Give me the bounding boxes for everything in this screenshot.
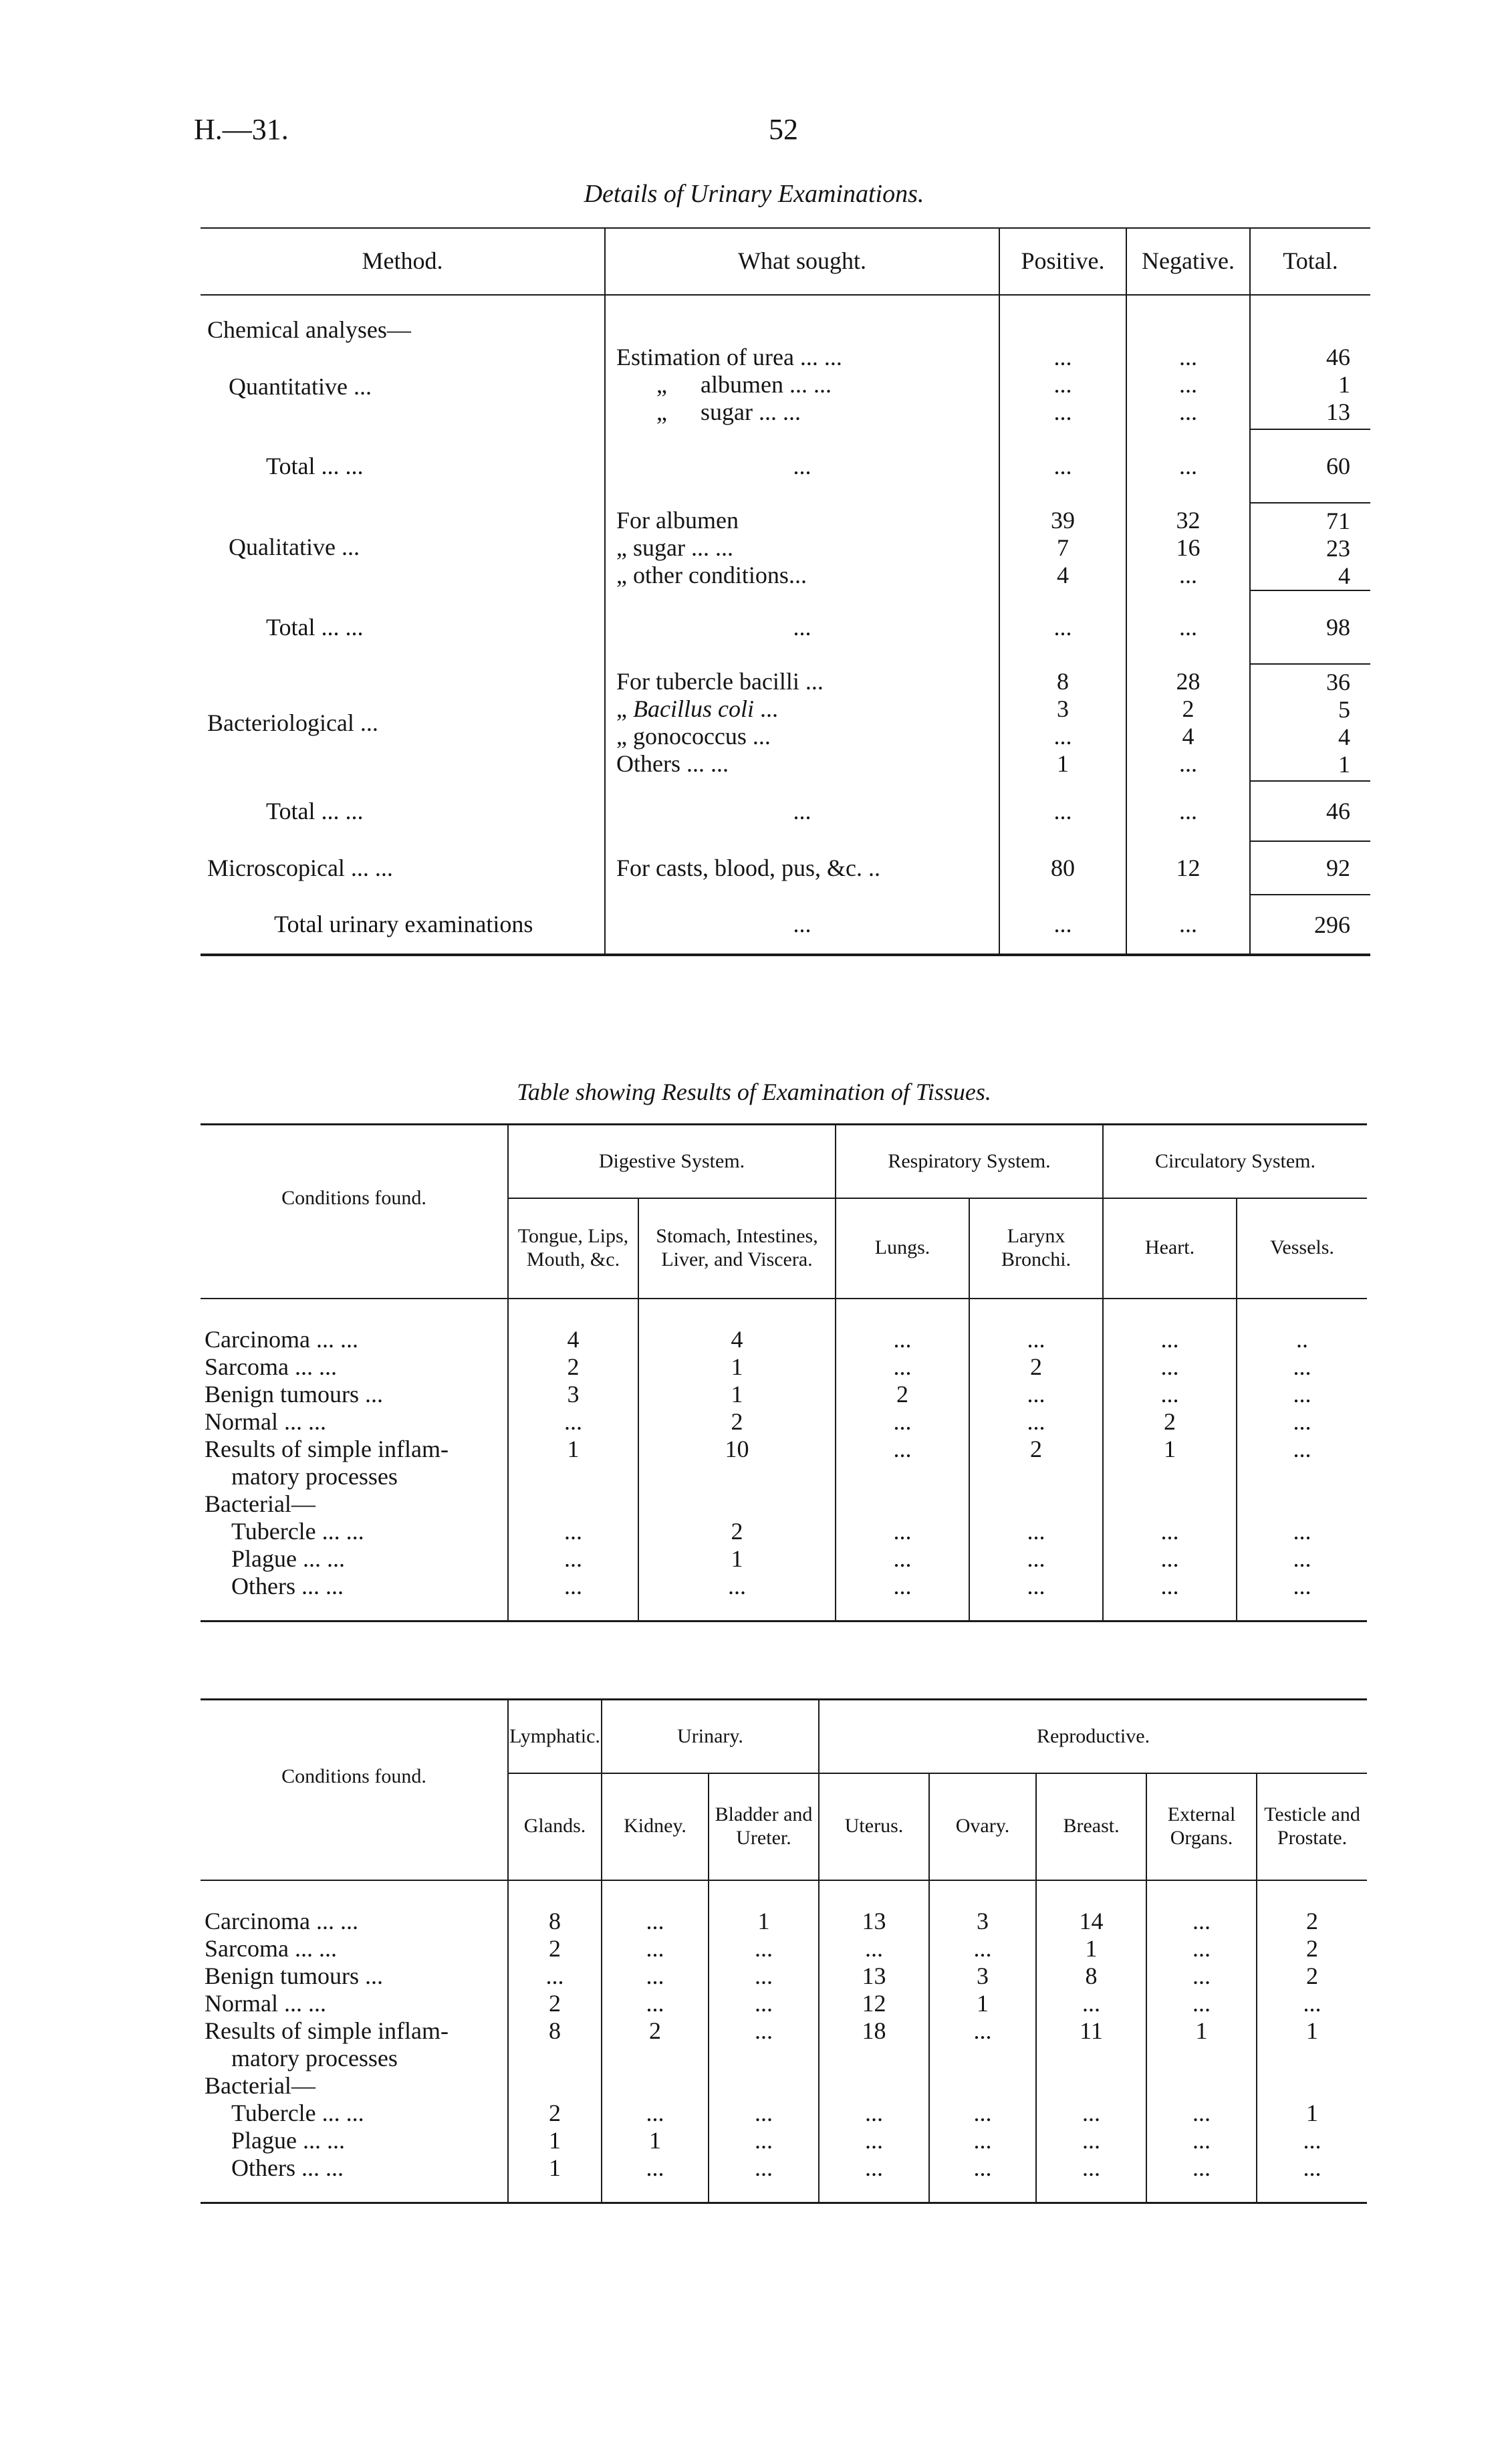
sought-urea: Estimation of urea ... ... <box>616 344 842 370</box>
sought-albumen: „ albumen ... ... <box>656 371 832 398</box>
col-uterus: Uterus. <box>819 1773 929 1880</box>
method-microscopical: Microscopical ... ... <box>207 855 393 881</box>
col-header-negative: Negative. <box>1126 228 1250 295</box>
urinary-header-row <box>201 228 1370 295</box>
quantitative-total: 60 <box>1250 429 1370 503</box>
conditions-found-header-2: Conditions found. <box>201 1700 508 1880</box>
tissues1-group-header-row <box>201 1125 1367 1198</box>
col-larynx-bronchi: Larynx Bronchi. <box>969 1198 1103 1299</box>
quantitative-block: Quantitative ... Estimation of urea ... ... „ albumen ... ... „ sugar ... ... ... ... ... ... ... ... 46 1 13 <box>201 344 1370 429</box>
tissues2-body: Carcinoma ... ... Sarcoma ... ... Benign tumours ... Normal ... ... Results of simple inflam- matory processes Bacterial— Tubercle ... ... Plague ... ... Others ... ... 8 2 ... 2 8 2 1 1 ... ... ... ... 2 ... 1 ... 1 ... ... ... ... ... ... ... 13 ... 13 12 18 ... ... ... 3 ... 3 1 ... ... ... ... 14 1 8 ... 11 ... ... ... ... ... ... ... 1 ... ... ... 2 2 2 ... 1 1 ... ... <box>201 1880 1367 2203</box>
tissues2-group-header-row <box>201 1700 1367 1773</box>
sought-sugar: „ sugar ... ... <box>656 399 801 425</box>
col-kidney: Kidney. <box>602 1773 709 1880</box>
qualitative-block: Qualitative ... For albumen „ sugar ... ... „ other conditions... 39 7 4 32 16 ... 71 23 4 <box>201 503 1370 590</box>
page-reference: H.—31. <box>194 113 289 146</box>
tissues-table-2 <box>201 1698 1367 2204</box>
qualitative-total: 98 <box>1250 590 1370 664</box>
grand-total-label: Total urinary examinations <box>274 911 533 937</box>
microscopical-row: Microscopical ... ... For casts, blood, pus, &c. .. 80 12 92 <box>201 841 1370 895</box>
tissues-table-title: Table showing Results of Examination of Tissues. <box>517 1079 991 1105</box>
microscopical-total: 92 <box>1250 841 1370 895</box>
conditions-found-header-1: Conditions found. <box>201 1125 508 1299</box>
qualitative-total-row: Total ... ... ... ... ... 98 <box>201 590 1370 664</box>
col-header-positive: Positive. <box>999 228 1126 295</box>
bacteriological-total: 46 <box>1250 781 1370 841</box>
col-glands: Glands. <box>508 1773 602 1880</box>
group-digestive: Digestive System. <box>508 1125 836 1198</box>
urinary-table-title: Details of Urinary Examinations. <box>584 180 924 208</box>
group-respiratory: Respiratory System. <box>836 1125 1103 1198</box>
col-bladder-ureter: Bladder and Ureter. <box>709 1773 819 1880</box>
col-stomach-intestines: Stomach, Intestines, Liver, and Viscera. <box>638 1198 836 1299</box>
total-urea: 46 <box>1326 344 1350 370</box>
col-header-total: Total. <box>1250 228 1370 295</box>
quantitative-total-row: Total ... ... ... ... ... 60 <box>201 429 1370 503</box>
col-header-method: Method. <box>201 228 605 295</box>
group-label-chemical: Chemical analyses— <box>207 316 411 343</box>
method-quantitative: Quantitative ... <box>229 373 372 400</box>
group-lymphatic: Lymphatic. <box>508 1700 602 1773</box>
col-tongue-lips-mouth: Tongue, Lips, Mouth, &c. <box>508 1198 638 1299</box>
urinary-examinations-table <box>201 227 1370 956</box>
col-testicle-prostate: Testicle and Prostate. <box>1257 1773 1367 1880</box>
grand-total-row: Total urinary examinations ... ... ... 296 <box>201 895 1370 955</box>
group-reproductive: Reproductive. <box>819 1700 1367 1773</box>
page-number: 52 <box>769 113 798 146</box>
method-qualitative: Qualitative ... <box>229 533 360 560</box>
group-circulatory: Circulatory System. <box>1103 1125 1367 1198</box>
col-ovary: Ovary. <box>929 1773 1036 1880</box>
tissues1-body: Carcinoma ... ... Sarcoma ... ... Benign tumours ... Normal ... ... Results of simple inflam- matory processes Bacterial— Tubercle ... ... Plague ... ... Others ... ... 4 2 3 ... 1 ... ... ... 4 1 1 2 10 2 1 ... ... ... 2 ... ... ... ... ... ... 2 ... ... 2 ... ... ... ... ... ... 2 1 ... ... ... .. ... ... ... ... ... ... ... <box>201 1299 1367 1621</box>
col-vessels: Vessels. <box>1237 1198 1367 1299</box>
bacteriological-block: Bacteriological ... For tubercle bacilli ... „ Bacillus coli ... „ gonococcus ... Others ... ... 8 3 ... 1 28 2 4 ... 36 5 4 1 <box>201 664 1370 781</box>
col-header-what-sought: What sought. <box>605 228 999 295</box>
group-urinary: Urinary. <box>602 1700 819 1773</box>
col-external-organs: External Organs. <box>1146 1773 1257 1880</box>
tissues-table-1 <box>201 1123 1367 1622</box>
grand-total-value: 296 <box>1250 895 1370 955</box>
col-breast: Breast. <box>1036 1773 1146 1880</box>
col-heart: Heart. <box>1103 1198 1237 1299</box>
bacteriological-total-row: Total ... ... ... ... ... 46 <box>201 781 1370 841</box>
method-bacteriological: Bacteriological ... <box>207 709 378 736</box>
col-lungs: Lungs. <box>836 1198 969 1299</box>
